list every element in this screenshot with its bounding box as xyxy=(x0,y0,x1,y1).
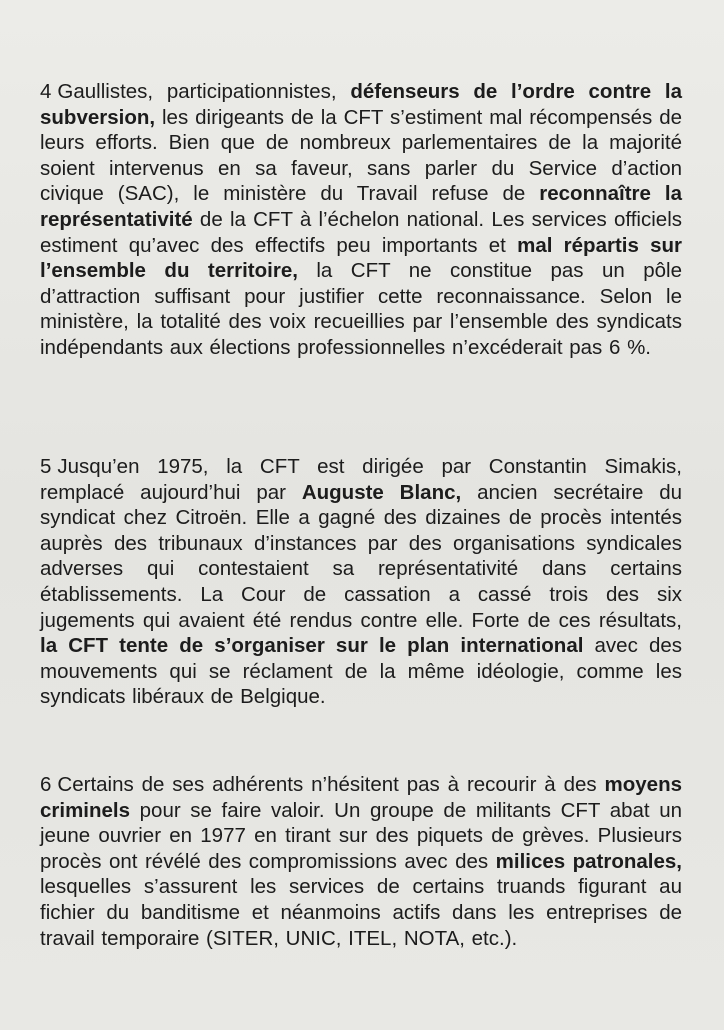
paragraph-number: 6 xyxy=(40,773,52,796)
text-segment: Gaullistes, participationnistes, xyxy=(57,80,351,103)
bold-text-segment: reconnaître la représentativité xyxy=(40,182,682,231)
text-segment: lesquelles s’assurent les services de certains truands figurant au fichier du banditisme et néanmoins actifs dans les entreprises de travail temporaire (SITER, UNIC, ITEL, NOTA, etc.). xyxy=(40,875,682,950)
text-segment: ancien secrétaire du syndicat chez Citroën. Elle a gagné des dizaines de procès intentés auprès des tribunaux d’instances par des organisations syndicales adverses qui contestaient sa représentativité dans certains établissements. La Cour de cassation a cassé trois des six jugements qui avaient été rendus contre elle. Forte de ces résultats, xyxy=(40,480,683,632)
paragraph-4 xyxy=(40,79,682,361)
text-segment: avec des mouvements qui se réclament de la même idéologie, comme les syndicats libéraux de Belgique. xyxy=(40,634,683,709)
bold-text-segment: mal répartis sur l’ensemble du territoire, xyxy=(40,233,683,283)
bold-text-segment: moyens criminels xyxy=(40,773,682,822)
paragraph-number: 5 xyxy=(40,455,52,478)
bold-text-segment: Auguste Blanc, xyxy=(301,480,462,504)
bold-text-segment: défenseurs de l’ordre contre la subversion, xyxy=(40,80,682,129)
bold-text-segment: milices patronales, xyxy=(495,849,682,873)
text-segment: Certains de ses adhérents n’hésitent pas à recourir à des xyxy=(57,773,605,796)
paragraph-number: 4 xyxy=(40,80,52,103)
text-segment: la CFT ne constitue pas un pôle d’attraction suffisant pour justifier cette reconnaissance. Selon le ministère, la totalité des voix recueillies par l’ensemble des syndicats indépendants aux élections professionnelles n’excéderait pas 6 %. xyxy=(40,259,682,359)
paragraph-6 xyxy=(40,772,682,951)
paragraph-5 xyxy=(40,454,682,710)
text-segment: les dirigeants de la CFT s’estiment mal récompensés de leurs efforts. Bien que de nombreux parlementaires de la majorité soient intervenus en sa faveur, sans parler du Service d’action civique (SAC), le ministère du Travail refuse de xyxy=(40,105,682,206)
text-segment: pour se faire valoir. Un groupe de militants CFT abat un jeune ouvrier en 1977 en tirant sur des piquets de grèves. Plusieurs procès ont révélé des compromissions avec des xyxy=(40,798,682,873)
bold-text-segment: la CFT tente de s’organiser sur le plan international xyxy=(40,634,584,658)
text-segment: de la CFT à l’échelon national. Les services officiels estiment qu’avec des effectifs peu importants et xyxy=(40,207,682,257)
text-segment: Jusqu’en 1975, la CFT est dirigée par Constantin Simakis, remplacé aujourd’hui par xyxy=(40,455,682,504)
